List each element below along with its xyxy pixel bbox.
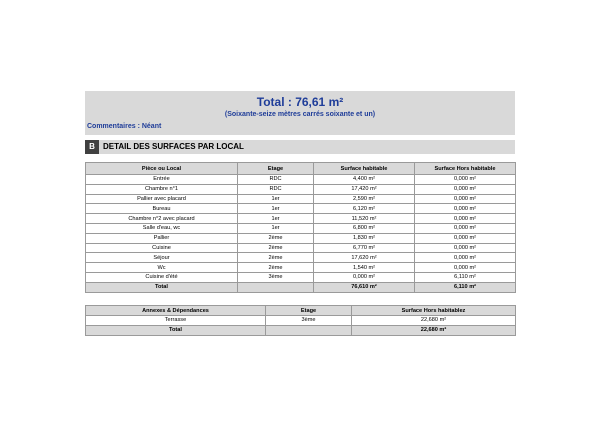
table-row (86, 263, 516, 273)
table-cell: 0,000 m² (415, 253, 516, 263)
table-cell: 1er (238, 204, 314, 214)
table-total-row (86, 282, 516, 292)
surfaces-table (85, 162, 516, 293)
column-header: Annexes & Dépendances (86, 306, 266, 316)
table-cell: Cuisine d'été (86, 272, 238, 282)
table-total-row (86, 325, 516, 335)
table-cell: 2,590 m² (314, 194, 415, 204)
table-cell: 0,000 m² (415, 223, 516, 233)
table-cell: 0,000 m² (314, 272, 415, 282)
table-header-row (86, 306, 516, 316)
table-header-row (86, 163, 516, 175)
table-cell: RDC (238, 175, 314, 185)
column-header: Surface Hors habitable (415, 163, 516, 175)
table-cell: 3ème (238, 272, 314, 282)
table-cell: 0,000 m² (415, 194, 516, 204)
table-cell: 1,540 m² (314, 263, 415, 273)
table-cell: Wc (86, 263, 238, 273)
table-cell: 11,520 m² (314, 214, 415, 224)
table-cell: Chambre n°2 avec placard (86, 214, 238, 224)
surface-summary-box (85, 91, 515, 135)
column-header: Etage (238, 163, 314, 175)
table-cell: 6,110 m² (415, 272, 516, 282)
table-cell: 2ème (238, 233, 314, 243)
table-cell: 2ème (238, 253, 314, 263)
table-cell: 17,620 m² (314, 253, 415, 263)
table-cell: 2ème (238, 263, 314, 273)
annexes-table (85, 305, 516, 336)
table-cell: Bureau (86, 204, 238, 214)
table-cell: Pallier avec placard (86, 194, 238, 204)
column-header: Surface Hors habitablez (352, 306, 516, 316)
table-cell: Entrée (86, 175, 238, 185)
surfaces-table-body (86, 175, 516, 283)
table-cell: Salle d'eau, wc (86, 223, 238, 233)
section-header (85, 140, 515, 154)
total-cell: 76,610 m² (314, 282, 415, 292)
comments: Commentaires : Néant (87, 123, 162, 130)
table-cell: 0,000 m² (415, 243, 516, 253)
table-cell: 0,000 m² (415, 175, 516, 185)
table-cell: 4,400 m² (314, 175, 415, 185)
column-header: Etage (266, 306, 352, 316)
total-cell: Total (86, 325, 266, 335)
column-header: Surface habitable (314, 163, 415, 175)
total-cell (238, 282, 314, 292)
table-cell: 6,770 m² (314, 243, 415, 253)
table-row (86, 204, 516, 214)
table-cell: 17,420 m² (314, 184, 415, 194)
total-surface-words: (Soixante-seize mètres carrés soixante et un) (224, 111, 376, 118)
table-cell: 0,000 m² (415, 214, 516, 224)
total-cell: 6,110 m² (415, 282, 516, 292)
table-cell: 1er (238, 223, 314, 233)
table-cell: 6,120 m² (314, 204, 415, 214)
table-cell: 0,000 m² (415, 204, 516, 214)
total-surface: Total : 76,61 m² (256, 95, 344, 109)
table-cell: Cuisine (86, 243, 238, 253)
column-header: Pièce ou Local (86, 163, 238, 175)
table-cell: 1,830 m² (314, 233, 415, 243)
table-row (86, 272, 516, 282)
table-row (86, 194, 516, 204)
section-title: DETAIL DES SURFACES PAR LOCAL (103, 142, 244, 151)
total-cell (266, 325, 352, 335)
table-cell: RDC (238, 184, 314, 194)
section-letter: B (85, 140, 99, 154)
table-cell: Terrasse (86, 316, 266, 326)
table-cell: Chambre n°1 (86, 184, 238, 194)
table-row (86, 243, 516, 253)
table-cell: 0,000 m² (415, 263, 516, 273)
table-cell: Séjour (86, 253, 238, 263)
table-cell: 6,800 m² (314, 223, 415, 233)
total-cell: Total (86, 282, 238, 292)
table-row (86, 214, 516, 224)
table-cell: 2ème (238, 243, 314, 253)
total-cell: 22,680 m² (352, 325, 516, 335)
table-cell: 0,000 m² (415, 184, 516, 194)
table-cell: 3ème (266, 316, 352, 326)
annexes-table-body (86, 316, 516, 326)
table-cell: 22,680 m² (352, 316, 516, 326)
table-row (86, 223, 516, 233)
table-cell: 0,000 m² (415, 233, 516, 243)
table-row (86, 233, 516, 243)
table-cell: Pallier (86, 233, 238, 243)
table-row (86, 253, 516, 263)
table-cell: 1er (238, 214, 314, 224)
table-row (86, 184, 516, 194)
table-cell: 1er (238, 194, 314, 204)
table-row (86, 316, 516, 326)
table-row (86, 175, 516, 185)
